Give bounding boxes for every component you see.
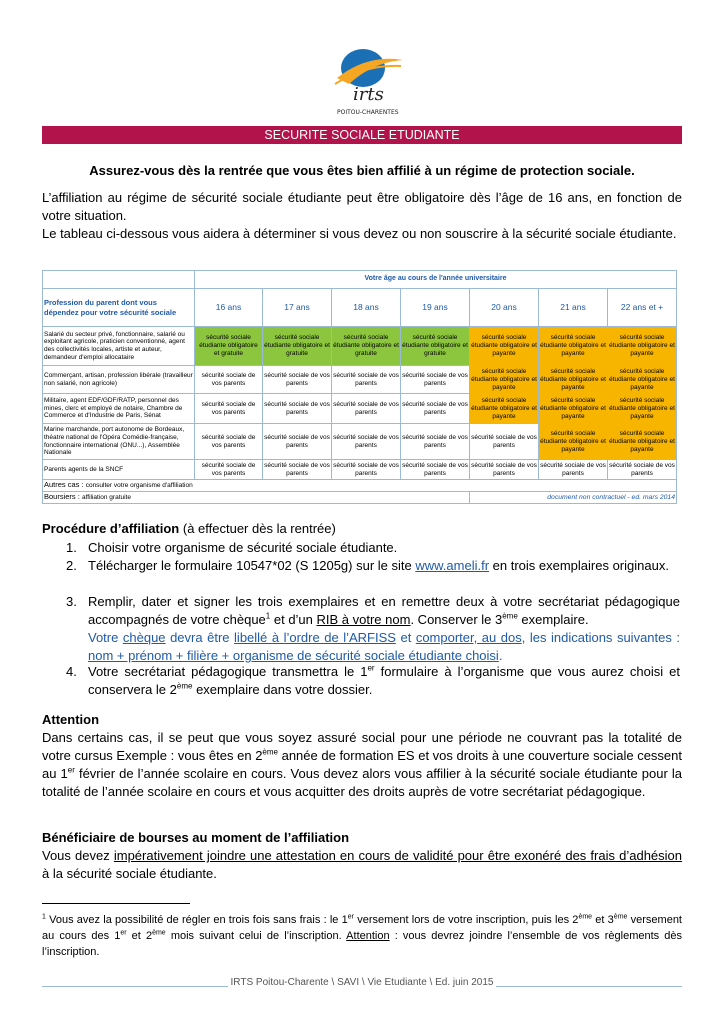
step-text-part: . Conserver le 3 xyxy=(410,612,503,627)
attention-title: Attention xyxy=(42,712,100,727)
bourse-text-part: à la sécurité sociale étudiante. xyxy=(42,866,217,881)
bourse-title: Bénéficiaire de bourses au moment de l’affiliation xyxy=(42,830,350,845)
table-cell: sécurité sociale étudiante obligatoire et gratuite xyxy=(195,327,263,366)
boursiers-label: Boursiers : xyxy=(44,492,80,501)
step-text xyxy=(88,663,680,699)
blue-underlined: libellé à l’ordre de l’ARFISS xyxy=(234,630,396,645)
table-cell: sécurité sociale de vos parents xyxy=(195,394,263,424)
table-cell: sécurité sociale de vos parents xyxy=(608,460,677,480)
table-cell: sécurité sociale de vos parents xyxy=(263,394,332,424)
bourse-text xyxy=(42,847,682,883)
superscript: er xyxy=(67,765,75,775)
table-cell: sécurité sociale de vos parents xyxy=(401,394,470,424)
superscript: er xyxy=(347,913,354,921)
superscript: ème xyxy=(262,747,278,757)
table-cell: sécurité sociale de vos parents xyxy=(263,366,332,394)
procedure-title-note: (à effectuer dès la rentrée) xyxy=(179,521,336,536)
blue-text: et xyxy=(395,630,416,645)
intro-paragraph-1: L’affiliation au régime de sécurité sociale étudiante peut être obligatoire dès l’âge de 16 ans, en fonction de votre situation. xyxy=(42,190,682,223)
row-label: Salarié du secteur privé, fonctionnaire, salarié ou exploitant agricole, praticien conventionné, agent des collectivités locales, artiste et auteur, demandeur d'emploi allocataire xyxy=(43,327,195,366)
step-number: 2. xyxy=(66,558,77,573)
table-cell: sécurité sociale de vos parents xyxy=(195,424,263,460)
step-text: Choisir votre organisme de sécurité sociale étudiante. xyxy=(88,540,398,555)
age-header: 21 ans xyxy=(539,289,608,327)
step-text-part: Votre secrétariat pédagogique transmettra le 1 xyxy=(88,664,368,679)
footnote-mark: 1 xyxy=(42,913,46,921)
table-cell: sécurité sociale de vos parents xyxy=(263,460,332,480)
bourse-underlined: impérativement joindre une attestation en cours de validité pour être exonéré des frais d’adhésion xyxy=(113,848,682,863)
autres-cas-text: consulter votre organisme d'affiliation xyxy=(85,482,193,489)
rib-text: RIB à votre nom xyxy=(316,612,411,627)
table-cell: sécurité sociale étudiante obligatoire et payante xyxy=(539,424,608,460)
blue-text: Votre xyxy=(88,630,123,645)
bourse-text-part: Vous devez xyxy=(42,848,114,863)
age-header: 17 ans xyxy=(263,289,332,327)
table-row xyxy=(43,366,677,394)
superscript: ème xyxy=(613,913,628,921)
table-cell: sécurité sociale étudiante obligatoire et payante xyxy=(608,424,677,460)
blue-underlined: chèque xyxy=(122,630,166,645)
procedure-step-2 xyxy=(66,557,680,593)
step-number: 3. xyxy=(66,594,77,609)
step-number: 1. xyxy=(66,540,77,555)
table-cell: sécurité sociale étudiante obligatoire et payante xyxy=(539,366,608,394)
superscript: er xyxy=(367,663,375,673)
table-cell: sécurité sociale de vos parents xyxy=(332,460,401,480)
table-cell: sécurité sociale de vos parents xyxy=(470,460,539,480)
table-cell: sécurité sociale étudiante obligatoire et payante xyxy=(470,327,539,366)
table-cell: sécurité sociale de vos parents xyxy=(539,460,608,480)
table-cell: sécurité sociale étudiante obligatoire et gratuite xyxy=(401,327,470,366)
step-text xyxy=(88,557,680,575)
row-label: Marine marchande, port autonome de Bordeaux, théatre national de l'Opéra Comédie-française, fonctionnaire international (ONU...), Assemblée Nationale xyxy=(43,424,195,460)
procedure-heading xyxy=(42,520,682,538)
step-text-part: exemplaire. xyxy=(517,612,589,627)
step-text-part: formulaire à l’organisme que vous aurez choisi et conservera le 2 xyxy=(88,664,681,697)
table-cell: sécurité sociale étudiante obligatoire et payante xyxy=(608,394,677,424)
page-title-banner: SECURITE SOCIALE ETUDIANTE xyxy=(42,126,682,144)
age-header: 22 ans et + xyxy=(608,289,677,327)
table-cell: sécurité sociale étudiante obligatoire et payante xyxy=(539,327,608,366)
step-text-part: Télécharger le formulaire 10547*02 (S 1205g) sur le site xyxy=(88,558,416,573)
age-header: 20 ans xyxy=(470,289,539,327)
footnote-attention: Attention xyxy=(346,930,390,942)
table-row xyxy=(43,460,677,480)
footnote-part: versement lors de votre inscription, puis les 2 xyxy=(353,914,579,926)
table-cell: sécurité sociale étudiante obligatoire et payante xyxy=(470,366,539,394)
superscript: ème xyxy=(502,611,518,621)
age-header: 19 ans xyxy=(401,289,470,327)
table-cell: sécurité sociale de vos parents xyxy=(263,424,332,460)
footnote-part: mois suivant celui de l’inscription. xyxy=(165,930,347,942)
document-note: document non contractuel - ed. mars 2014 xyxy=(470,492,677,504)
intro-paragraph-2: Le tableau ci-dessous vous aidera à déterminer si vous devez ou non souscrire à la sécurité sociale étudiante. xyxy=(42,226,677,241)
footnote-part: et 2 xyxy=(126,930,153,942)
table-cell: sécurité sociale de vos parents xyxy=(195,460,263,480)
step-text-part: et d’un xyxy=(270,612,317,627)
table-corner xyxy=(43,271,195,289)
svg-text:irts: irts xyxy=(353,84,384,105)
age-header: 18 ans xyxy=(332,289,401,327)
table-cell: sécurité sociale étudiante obligatoire et gratuite xyxy=(332,327,401,366)
table-cell: sécurité sociale de vos parents xyxy=(401,366,470,394)
footnote-part: : vous devrez joindre l’ensemble de vos règlements dès l’inscription. xyxy=(42,930,683,958)
table-cell: sécurité sociale étudiante obligatoire et payante xyxy=(608,366,677,394)
step-text xyxy=(88,593,680,665)
autres-cas-label: Autres cas : xyxy=(44,480,84,489)
table-cell: sécurité sociale de vos parents xyxy=(401,460,470,480)
footnote-part: et 3 xyxy=(592,914,614,926)
blue-underlined: comporter, au dos xyxy=(415,630,522,645)
footnote-ref: 1 xyxy=(265,611,271,621)
step-text-part: Remplir, dater et signer les trois exemplaires et en remettre deux à votre secrétariat pédagogique accompagnés de votre chèque xyxy=(88,594,680,627)
attention-text xyxy=(42,729,682,801)
procedure-title: Procédure d’affiliation xyxy=(42,521,180,536)
autres-cas-row xyxy=(43,480,677,492)
table-cell: sécurité sociale étudiante obligatoire et gratuite xyxy=(263,327,332,366)
table-row xyxy=(43,394,677,424)
step-number: 4. xyxy=(66,664,77,679)
attention-text-part: Dans certains cas, il se peut que vous soyez assuré social pour une période ne couvrant pas la totalité de votre cursus Exemple : vous êtes en 2 xyxy=(42,730,682,763)
row-label: Commerçant, artisan, profession libérale (travailleur non salarié, non agricole) xyxy=(43,366,195,394)
table-cell: sécurité sociale de vos parents xyxy=(470,424,539,460)
table-cell: sécurité sociale étudiante obligatoire et payante xyxy=(470,394,539,424)
affiliation-table xyxy=(42,270,677,504)
footer-line-right xyxy=(496,986,682,987)
table-cell: sécurité sociale de vos parents xyxy=(332,394,401,424)
procedure-step-1 xyxy=(66,539,680,557)
superscript: ème xyxy=(176,681,193,691)
attention-text-part: année de formation ES et vos droits à une couverture sociale cessent au 1 xyxy=(42,748,682,781)
table-row xyxy=(43,424,677,460)
footer-text: IRTS Poitou-Charente \ SAVI \ Vie Etudiante \ Ed. juin 2015 xyxy=(230,977,494,988)
step-text-part: en trois exemplaires originaux. xyxy=(489,558,669,573)
table-cell: sécurité sociale de vos parents xyxy=(332,366,401,394)
footnote-part: versement au cours des 1 xyxy=(42,914,682,942)
procedure-step-3 xyxy=(66,593,680,665)
ameli-link[interactable]: www.ameli.fr xyxy=(415,558,490,573)
row-label: Parents agents de la SNCF xyxy=(43,460,195,480)
table-row xyxy=(43,327,677,366)
blue-text: . xyxy=(498,648,503,663)
row-label: Militaire, agent EDF/GDF/RATP, personnel des mines, clerc et employé de notaire, Chambre de Commerce et d'Industrie de Paris, Sénat xyxy=(43,394,195,424)
cheque-instructions xyxy=(88,630,680,663)
table-cell: sécurité sociale étudiante obligatoire et payante xyxy=(539,394,608,424)
age-group-header: Votre âge au cours de l'année universitaire xyxy=(195,271,677,289)
footer-line-left xyxy=(42,986,228,987)
procedure-step-4 xyxy=(66,663,680,699)
superscript: ème xyxy=(152,929,166,937)
boursiers-text: affiliation gratuite xyxy=(81,494,131,501)
table-cell: sécurité sociale de vos parents xyxy=(332,424,401,460)
step-text-part: exemplaire dans votre dossier. xyxy=(192,682,373,697)
headline: Assurez-vous dès la rentrée que vous êtes bien affilié à un régime de protection sociale. xyxy=(89,163,635,178)
blue-underlined: nom + prénom + filière + organisme de sécurité sociale étudiante choisi xyxy=(88,648,499,663)
footnote xyxy=(42,912,682,960)
svg-text:POITOU-CHARENTES: POITOU-CHARENTES xyxy=(337,109,399,116)
blue-text: , les indications suivantes : xyxy=(521,630,681,645)
table-cell: sécurité sociale étudiante obligatoire et payante xyxy=(608,327,677,366)
age-header: 16 ans xyxy=(195,289,263,327)
table-cell: sécurité sociale de vos parents xyxy=(195,366,263,394)
attention-text-part: février de l’année scolaire en cours. Vous devez alors vous affilier à la sécurité sociale étudiante pour la totalité de l’année scolaire en cours et vous acquitter des droits auprès de votre secrétariat pédagogique. xyxy=(42,766,682,799)
blue-text: devra être xyxy=(165,630,235,645)
footnote-part: Vous avez la possibilité de régler en trois fois sans frais : le 1 xyxy=(45,914,348,926)
footnote-separator xyxy=(42,903,190,904)
profession-header: Profession du parent dont vous dépendez pour votre sécurité sociale xyxy=(43,289,195,327)
superscript: ème xyxy=(578,913,593,921)
table-cell: sécurité sociale de vos parents xyxy=(401,424,470,460)
superscript: er xyxy=(120,929,127,937)
boursiers-row xyxy=(43,492,470,504)
irts-logo xyxy=(327,44,407,118)
